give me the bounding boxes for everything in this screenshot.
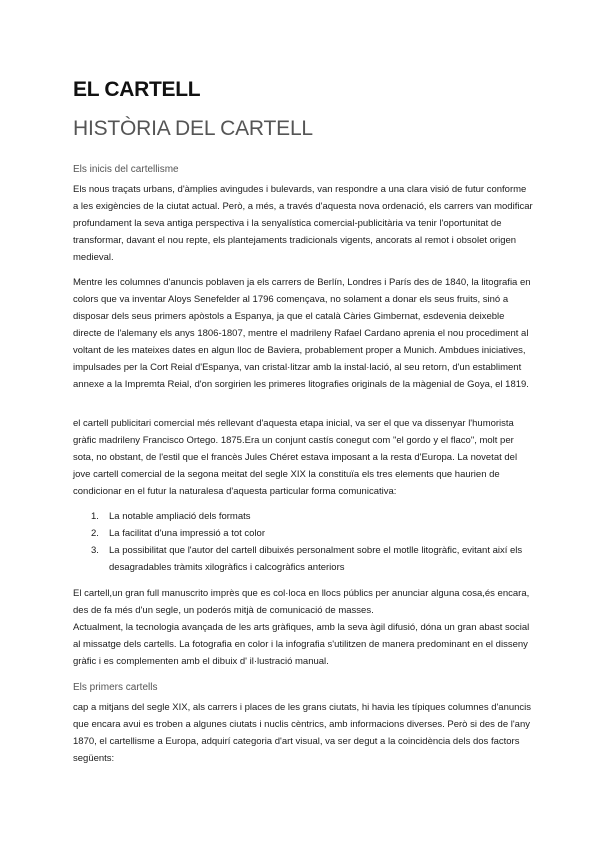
- list-item: [91, 508, 531, 525]
- document-title: EL CARTELL: [73, 78, 201, 101]
- list-item: [91, 525, 531, 542]
- list-number: 3.: [91, 545, 99, 556]
- list-item-text: La facilitat d'una impressió a tot color: [109, 528, 266, 539]
- list-number: 2.: [91, 528, 99, 539]
- list-item-text: La possibilitat que l'autor del cartell dibuixés personalment sobre el motlle litogràfic, evitant així els desagradables tràmits xilogràfics i calcogràfics anteriors: [109, 545, 523, 573]
- section-heading-primers: Els primers cartells: [73, 682, 158, 693]
- paragraph: cap a mitjans del segle XIX, als carrers i places de les grans ciutats, hi havia les típiques columnes d'anuncis que encara avui es troben a algunes ciutats i nuclis cèntrics, amb informacions diverses. Però si des de l'any 1870, el cartellisme a Europa, adquirí categoria d'art visual, va ser degut a la coincidència dels dos factors següents:: [73, 702, 532, 764]
- section-heading-inicis: Els inicis del cartellisme: [73, 164, 179, 175]
- numbered-list: [91, 508, 531, 576]
- document-subtitle: HISTÒRIA DEL CARTELL: [73, 117, 313, 140]
- paragraph: el cartell publicitari comercial més rellevant d'aquesta etapa inicial, va ser el que va dissenyar l'humorista gràfic madrileny Francisco Ortego. 1875.Era un conjunt castís conegut com "el gordo y el flaco", molt per sota, no obstant, de l'estil que el francès Jules Chéret estava imposant a la resta d'Europa. La novetat del jove cartell comercial de la segona meitat del segle XIX la constituïa els tres elements que haurien de condicionar en el futur la naturalesa d'aquesta particular forma comunicativa:: [73, 418, 518, 497]
- paragraph: El cartell,un gran full manuscrito imprès que es col·loca en llocs públics per anunciar alguna cosa,és encara, des de fa més d'un segle, un poderós mitjà de comunicació de masses.: [73, 588, 530, 616]
- list-item-text: La notable ampliació dels formats: [109, 511, 251, 522]
- paragraph: Actualment, la tecnologia avançada de les arts gràfiques, amb la seva àgil difusió, dóna un gran abast social al missatge dels cartells. La fotografia en color i la infografia s'utilitzen de manera predominant en el disseny gràfic i es complementen amb el dibuix d' il·lustració manual.: [73, 622, 530, 667]
- list-number: 1.: [91, 511, 99, 522]
- list-item: [91, 542, 531, 576]
- paragraph: Mentre les columnes d'anuncis poblaven ja els carrers de Berlín, Londres i París des de 1840, la litografia en colors que va inventar Aloys Senefelder al 1796 començava, no solament a donar els seus fruits, sinó a disposar dels seus primers apòstols a Espanya, ja que el català Càries Gimbernat, esdevenia deixeble directe de l'alemany els anys 1806-1807, mentre el madrileny Rafael Cardano aprenia el nou procediment al voltant de les mateixes dates en algun lloc de Baviera, probablement proper a Munich. Ambdues iniciatives, impulsades per la Cort Reial d'Espanya, van cristal·litzar amb la instal·lació, al seu retorn, d'un establiment annexe a la Impremta Reial, d'on sorgirien les primeres litografies originals de la màgenial de Goya, el 1819.: [73, 277, 531, 390]
- paragraph: Els nous traçats urbans, d'àmplies avingudes i bulevards, van respondre a una clara visió de futur conforme a les exigències de la ciutat actual. Però, a més, a través d'aquesta nova ordenació, els carrers van modificar profundament la seva antiga perspectiva i la senyalística comercial-publicitària va tenir l'oportunitat de transformar, davant el nou repte, els plantejaments tradicionals vigents, ancorats al remot i obsolet origen medieval.: [73, 184, 533, 263]
